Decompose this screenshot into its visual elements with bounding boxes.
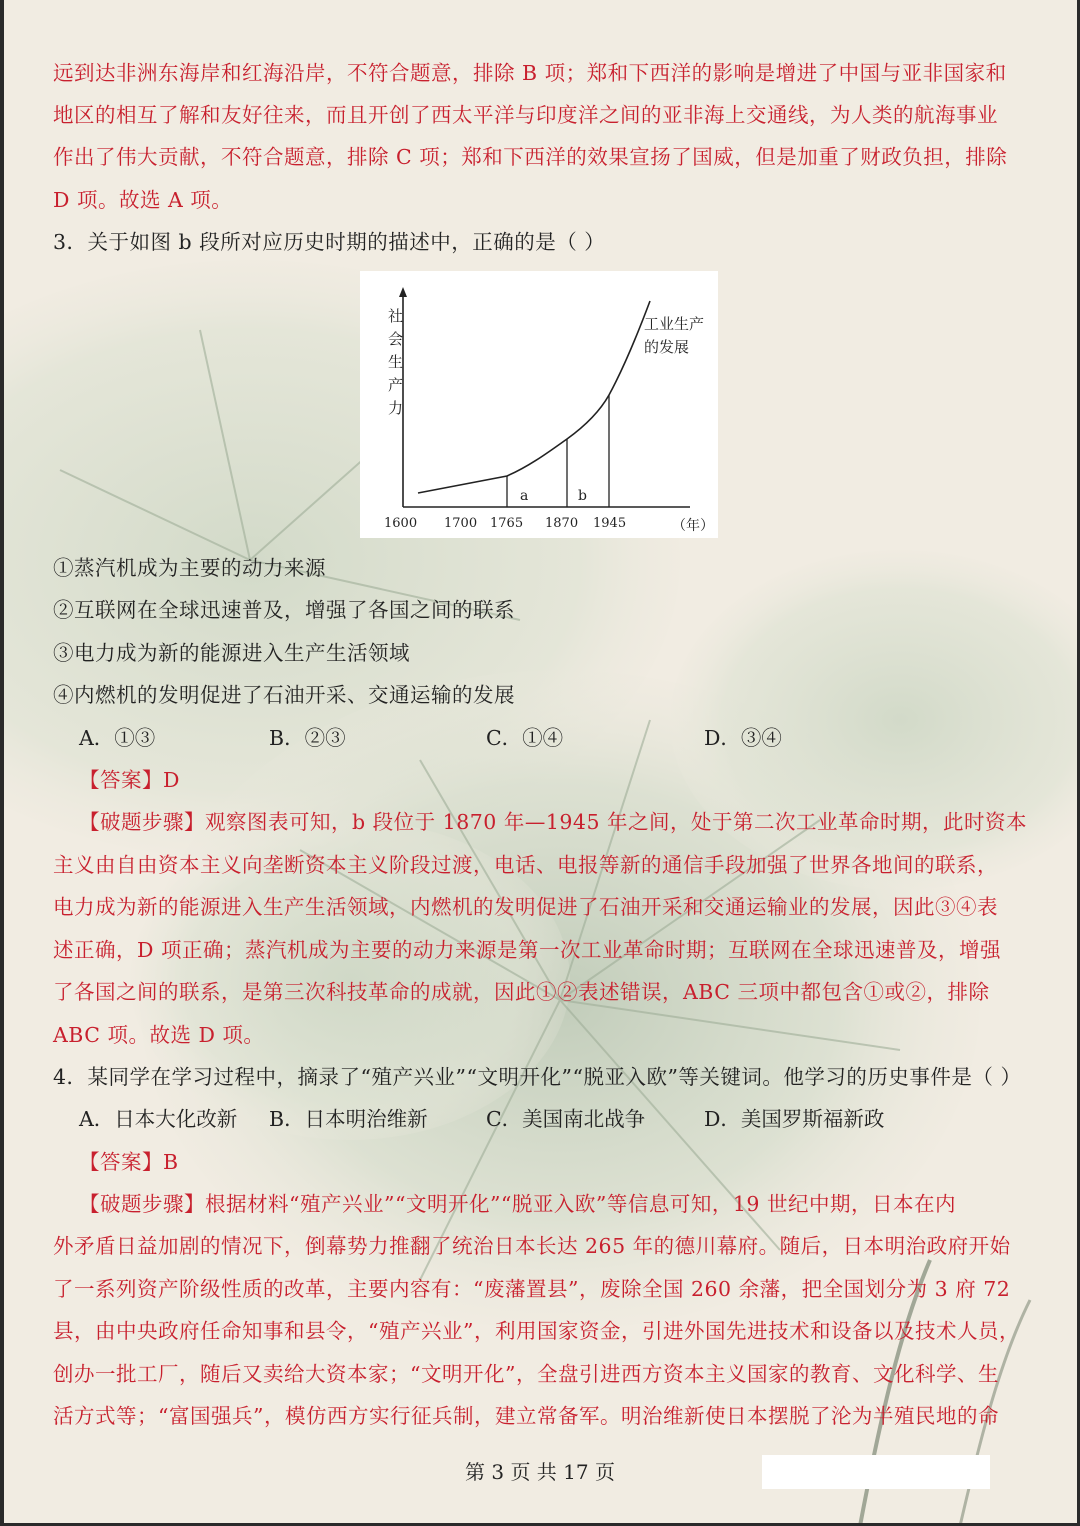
x-unit-label: （年） (672, 518, 714, 534)
q3-item-2: ②互联网在全球迅速普及，增强了各国之间的联系 (53, 598, 515, 622)
segment-b-label: b (578, 488, 587, 504)
production-curve (418, 301, 650, 493)
q3-option-a: A．①③ (79, 726, 156, 750)
y-label-char: 产 (388, 376, 404, 394)
q3-item-4: ④内燃机的发明促进了石油开采、交通运输的发展 (53, 683, 515, 707)
page-number: 第 3 页 共 17 页 (465, 1460, 615, 1484)
curve-label: 工业生产 (644, 315, 705, 333)
curve-label: 的发展 (644, 338, 690, 356)
question-3-stem: 3．关于如图 b 段所对应历史时期的描述中，正确的是（ ） (53, 230, 606, 254)
blank-box (762, 1455, 990, 1489)
q3-steps-line: 主义由自由资本主义向垄断资本主义阶段过渡，电话、电报等新的通信手段加强了世界各地间的联系， (53, 853, 998, 877)
y-label-char: 会 (388, 330, 404, 348)
q4-answer: 【答案】B (79, 1150, 179, 1174)
x-tick-label: 1700 (444, 516, 478, 531)
text-line: 地区的相互了解和友好往来，而且开创了西太平洋与印度洋之间的亚非海上交通线，为人类的航海事业 (53, 103, 998, 127)
text-line: 远到达非洲东海岸和红海沿岸，不符合题意，排除 B 项；郑和下西洋的影响是增进了中国与亚非国家和 (53, 61, 1007, 85)
q4-option-b: B．日本明治维新 (269, 1107, 428, 1131)
q3-steps-line: 了各国之间的联系，是第三次科技革命的成就，因此①②表述错误，ABC 三项中都包含①或②，排除 (53, 980, 990, 1004)
question-4-stem: 4．某同学在学习过程中，摘录了“殖产兴业”“文明开化”“脱亚入欧”等关键词。他学习的历史事件是（ ） (53, 1065, 1022, 1089)
y-label-char: 生 (388, 353, 404, 371)
q4-steps-line: 【破题步骤】根据材料“殖产兴业”“文明开化”“脱亚入欧”等信息可知，19 世纪中期，日本在内 (79, 1192, 956, 1216)
q4-steps-line: 外矛盾日益加剧的情况下，倒幕势力推翻了统治日本长达 265 年的德川幕府。随后，日本明治政府开始 (53, 1234, 1011, 1258)
x-tick-label: 1945 (593, 516, 627, 531)
q3-option-d: D．③④ (704, 726, 782, 750)
q3-option-c: C．①④ (486, 726, 564, 750)
x-tick-label: 1600 (384, 516, 418, 531)
y-axis-arrow (399, 287, 407, 297)
q3-item-1: ①蒸汽机成为主要的动力来源 (53, 556, 326, 580)
y-label-char: 社 (388, 307, 404, 325)
q4-option-d: D．美国罗斯福新政 (704, 1107, 885, 1131)
q3-answer: 【答案】D (79, 768, 180, 792)
x-tick-label: 1765 (490, 516, 524, 531)
segment-a-label: a (520, 488, 529, 504)
page-edge (0, 0, 4, 1526)
y-label-char: 力 (388, 399, 404, 417)
text-line: 作出了伟大贡献，不符合题意，排除 C 项；郑和下西洋的效果宣扬了国威，但是加重了财政负担，排除 (53, 145, 1008, 169)
q3-steps-line: 述正确，D 项正确；蒸汽机成为主要的动力来源是第一次工业革命时期；互联网在全球迅速普及，增强 (53, 938, 1001, 962)
text-line: D 项。故选 A 项。 (53, 188, 233, 212)
q4-option-c: C．美国南北战争 (486, 1107, 646, 1131)
x-tick-label: 1870 (545, 516, 579, 531)
q3-item-3: ③电力成为新的能源进入生产生活领域 (53, 641, 410, 665)
q3-steps-line: 【破题步骤】观察图表可知，b 段位于 1870 年—1945 年之间，处于第二次工业革命时期，此时资本 (79, 810, 1028, 834)
q3-steps-line: ABC 项。故选 D 项。 (53, 1023, 265, 1047)
productivity-figure (360, 271, 718, 538)
q4-steps-line: 活方式等；“富国强兵”，模仿西方实行征兵制，建立常备军。明治维新使日本摆脱了沦为半殖民地的命 (53, 1404, 999, 1428)
q3-steps-line: 电力成为新的能源进入生产生活领域，内燃机的发明促进了石油开采和交通运输业的发展，因此③④表 (53, 895, 998, 919)
q4-steps-line: 了一系列资产阶级性质的改革，主要内容有：“废藩置县”，废除全国 260 余藩，把全国划分为 3 府 72 (53, 1277, 1011, 1301)
q3-option-b: B．②③ (269, 726, 346, 750)
q4-steps-line: 创办一批工厂，随后又卖给大资本家；“文明开化”，全盘引进西方资本主义国家的教育、文化科学、生 (53, 1362, 999, 1386)
q4-option-a: A．日本大化改新 (79, 1107, 238, 1131)
q4-steps-line: 县，由中央政府任命知事和县令，“殖产兴业”，利用国家资金，引进外国先进技术和设备以及技术人员， (53, 1319, 1020, 1343)
productivity-graph (360, 271, 718, 538)
